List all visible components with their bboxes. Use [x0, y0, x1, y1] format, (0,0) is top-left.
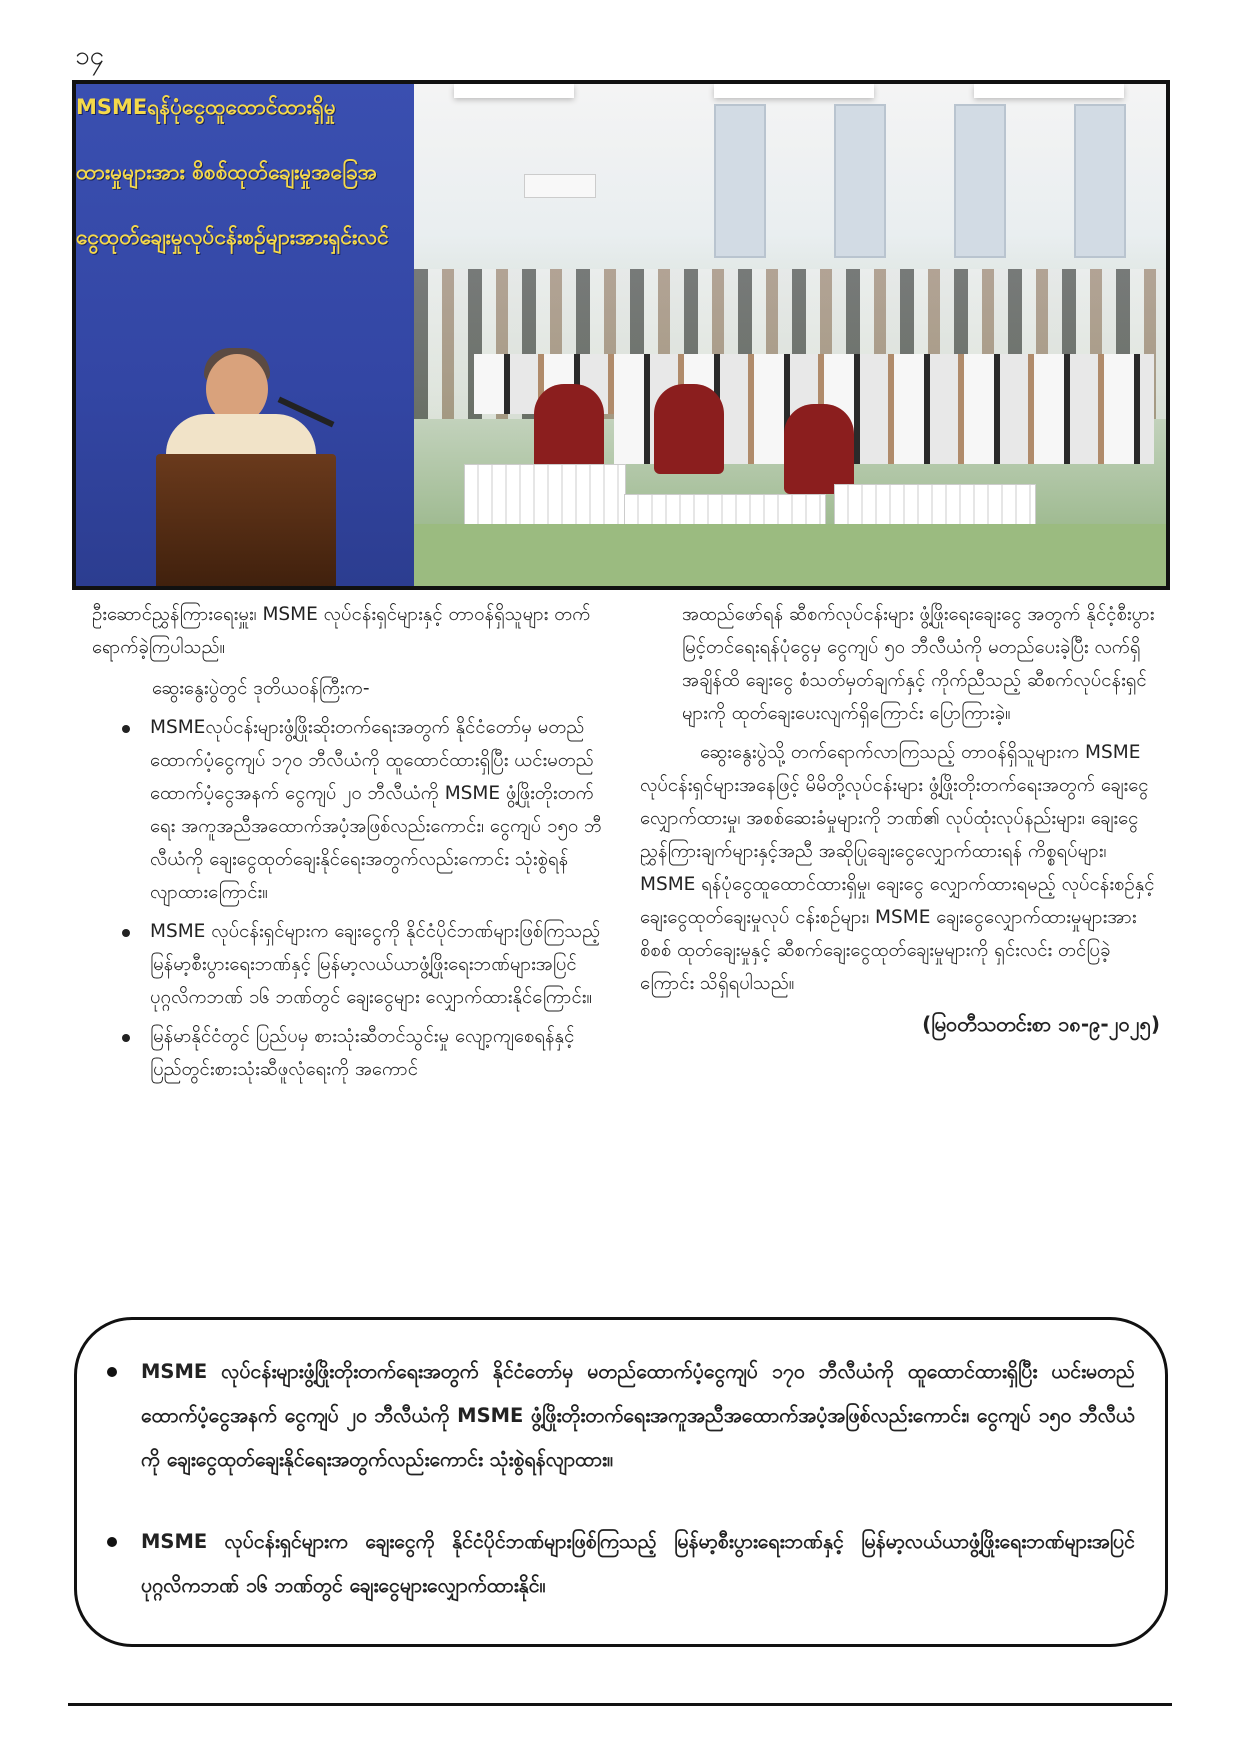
banner-line-1: MSMEရန်ပုံငွေထူထောင်ထားရှိမှု	[76, 95, 336, 119]
right-paragraph: ဆွေးနွေးပွဲသို့ တက်ရောက်လာကြသည့် တာဝန်ရှိသူများက MSME လုပ်ငန်းရှင်များအနေဖြင့် မိမိတို့လုပ်ငန်းများ ဖွံ့ဖြိုးတိုးတက်ရေးအတွက် ချေးငွေလျှောက်ထားမှု၊ အစစ်ဆေးခံမှုများကို ဘဏ်၏ လုပ်ထုံးလုပ်နည်းများ၊ ချေးငွေ ညွှန်ကြားချက်များနှင့်အညီ အဆိုပြုချေးငွေလျှောက်ထားရန် ကိစ္စရပ်များ၊ MSME ရန်ပုံငွေထူထောင်ထားရှိမှု၊ ချေးငွေ လျှောက်ထားရမည့် လုပ်ငန်းစဉ်နှင့် ချေးငွေထုတ်ချေးမှုလုပ် ငန်းစဉ်များ၊ MSME ချေးငွေလျှောက်ထားမှုများအား စိစစ် ထုတ်ချေးမှုနှင့် ဆီစက်ချေးငွေထုတ်ချေးမှုများကို ရှင်းလင်း တင်ပြခဲ့ကြောင်း သိရှိရပါသည်။	[640, 742, 1155, 994]
speaker-photo-section	[76, 84, 414, 586]
list-item: MSME လုပ်ငန်းရှင်များက ချေးငွေကို နိုင်ငံပိုင်ဘဏ်များဖြစ်ကြသည့် မြန်မာ့စီးပွားရေးဘဏ်နှင့် မြန်မာ့လယ်ယာဖွံ့ဖြိုးရေးဘဏ်များအပြင် ပုဂ္ဂလိကဘဏ် ၁၆ ဘဏ်တွင် ချေးငွေများ လျှောက်ထားနိုင်ကြောင်း။	[92, 915, 612, 1014]
front-table	[464, 464, 626, 526]
floor	[414, 524, 1170, 586]
left-intro: ဆွေးနွေးပွဲတွင် ဒုတိယဝန်ကြီးက-	[152, 678, 370, 699]
bullet-icon	[122, 929, 130, 937]
ceiling-light	[454, 84, 574, 98]
podium	[156, 454, 336, 586]
banner-line-2: ထားမှုများအား စိစစ်ထုတ်ချေးမှုအခြေအ	[76, 160, 378, 184]
ceiling-light	[714, 84, 874, 98]
event-photo	[72, 80, 1170, 590]
ceiling-light	[974, 84, 1124, 98]
wall-window	[834, 104, 886, 258]
bottom-rule	[68, 1703, 1172, 1706]
bullet-icon	[122, 725, 130, 733]
bullet-icon	[122, 1034, 130, 1042]
wall-window	[954, 104, 1006, 258]
bullet-icon	[107, 1537, 117, 1547]
wall-window	[1074, 104, 1126, 258]
summary-item: MSME လုပ်ငန်းရှင်များက ချေးငွေကို နိုင်ငံပိုင်ဘဏ်များဖြစ်ကြသည့် မြန်မာ့စီးပွားရေးဘဏ်နှင့် မြန်မာ့လယ်ယာဖွံ့ဖြိုးရေးဘဏ်များအပြင် ပုဂ္ဂလိကဘဏ် ၁၆ ဘဏ်တွင် ချေးငွေများလျှောက်ထားနိုင်။	[107, 1520, 1135, 1608]
chair	[784, 404, 854, 494]
right-continuation: အထည်ဖော်ရန် ဆီစက်လုပ်ငန်းများ ဖွံ့ဖြိုးရေးချေးငွေ အတွက် နိုင်ငံ့စီးပွားမြင့်တင်ရေးရန်ပုံငွေမှ ငွေကျပ် ၅၀ ဘီလီယံကို မတည်ပေးခဲ့ပြီး လက်ရှိအချိန်ထိ ချေးငွေ စံသတ်မှတ်ချက်နှင့် ကိုက်ညီသည့် ဆီစက်လုပ်ငန်းရှင် များကို ထုတ်ချေးပေးလျက်ရှိကြောင်း ပြောကြားခဲ့။	[682, 604, 1155, 724]
left-bullet-list	[92, 711, 612, 1086]
right-column	[640, 598, 1160, 1041]
list-item: MSMEလုပ်ငန်းများဖွံ့ဖြိုးဆိုးတက်ရေးအတွက် နိုင်ငံတော်မှ မတည်ထောက်ပံ့ငွေကျပ် ၁၇၀ ဘီလီယံကို ထူထောင်ထားရှိပြီး ယင်းမတည်ထောက်ပံ့ငွေအနက် ငွေကျပ် ၂၀ ဘီလီယံကို MSME ဖွံ့ဖြိုးတိုးတက်ရေး အကူအညီအထောက်အပံ့အဖြစ်လည်းကောင်း၊ ငွေကျပ် ၁၅၀ ဘီလီယံကို ချေးငွေထုတ်ချေးနိုင်ရေးအတွက်လည်းကောင်း သုံးစွဲရန်လျာထားကြောင်း။	[92, 711, 612, 909]
chair	[654, 384, 724, 474]
chair	[534, 384, 604, 474]
page-number: ၁၄	[75, 41, 105, 71]
summary-box	[74, 1317, 1168, 1647]
summary-item: MSME လုပ်ငန်းများဖွံ့ဖြိုးတိုးတက်ရေးအတွက် နိုင်ငံတော်မှ မတည်ထောက်ပံ့ငွေကျပ် ၁၇၀ ဘီလီယံကို ထူထောင်ထားရှိပြီး ယင်းမတည်ထောက်ပံ့ငွေအနက် ငွေကျပ် ၂၀ ဘီလီယံကို MSME ဖွံ့ဖြိုးတိုးတက်ရေးအကူအညီအထောက်အပံ့အဖြစ်လည်းကောင်း၊ ငွေကျပ် ၁၅၀ ဘီလီယံကို ချေးငွေထုတ်ချေးနိုင်ရေးအတွက်လည်းကောင်း သုံးစွဲရန်လျာထား။	[107, 1350, 1135, 1482]
left-column	[92, 598, 612, 1092]
news-source: (မြဝတီသတင်းစာ ၁၈-၉-၂၀၂၅)	[922, 1012, 1160, 1036]
wall-window	[714, 104, 766, 258]
list-item: မြန်မာနိုင်ငံတွင် ပြည်ပမှ စားသုံးဆီတင်သွင်းမှု လျော့ကျစေရန်နှင့် ပြည်တွင်းစားသုံးဆီဖူလုံရေးကို အကောင်	[92, 1020, 612, 1086]
bullet-icon	[107, 1367, 117, 1377]
audience-photo-section	[414, 84, 1170, 586]
left-continuation: ဦးဆောင်ညွှန်ကြားရေးမှူး၊ MSME လုပ်ငန်းရှင်များနှင့် တာဝန်ရှိသူများ တက်ရောက်ခဲ့ကြပါသည်။	[92, 604, 591, 658]
air-conditioner	[524, 174, 596, 198]
banner-line-3: ငွေထုတ်ချေးမှုလုပ်ငန်းစဉ်များအားရှင်းလင်	[76, 225, 389, 249]
